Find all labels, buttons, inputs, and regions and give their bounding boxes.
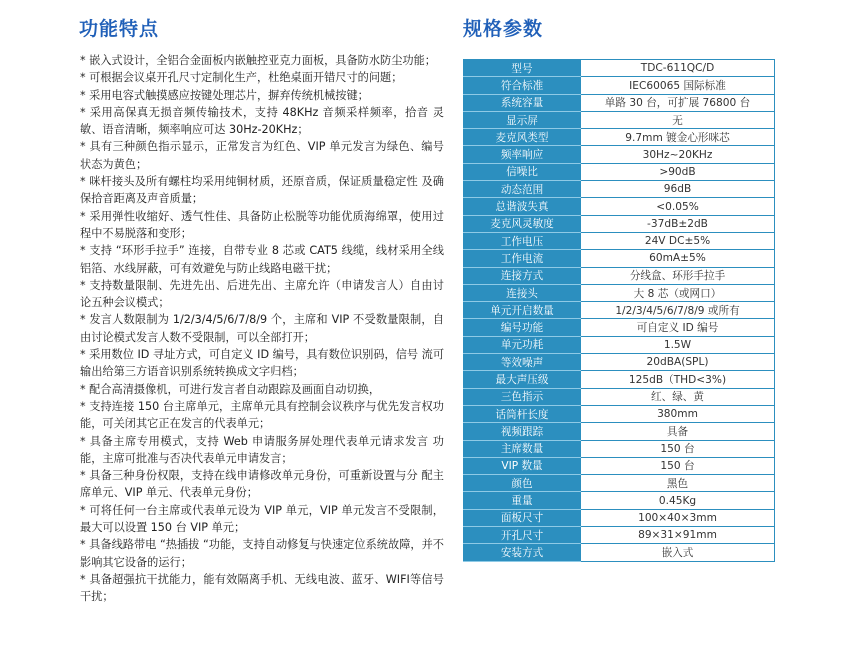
spec-label: 编号功能 bbox=[464, 319, 581, 336]
spec-value: >90dB bbox=[581, 163, 775, 180]
spec-value: 1.5W bbox=[581, 336, 775, 353]
spec-value: IEC60065 国际标准 bbox=[581, 77, 775, 94]
table-row bbox=[464, 284, 775, 301]
feature-item: * 嵌入式设计，全铝合金面板内嵌触控亚克力面板，具备防水防尘功能； bbox=[80, 54, 436, 67]
spec-value: 100×40×3mm bbox=[581, 509, 775, 526]
spec-label: 面板尺寸 bbox=[464, 509, 581, 526]
spec-label: 工作电压 bbox=[464, 232, 581, 249]
spec-label: 视频跟踪 bbox=[464, 423, 581, 440]
feature-item: * 可根据会议桌开孔尺寸定制化生产，杜绝桌面开错尺寸的问题； bbox=[80, 71, 403, 85]
table-row bbox=[464, 215, 775, 232]
table-row bbox=[464, 181, 775, 198]
spec-value: 9.7mm 镀金心形咪芯 bbox=[581, 129, 775, 146]
spec-label: 显示屏 bbox=[464, 111, 581, 128]
spec-label: 三色指示 bbox=[464, 388, 581, 405]
table-row bbox=[464, 163, 775, 180]
spec-label: 连接方式 bbox=[464, 267, 581, 284]
table-row bbox=[464, 544, 775, 561]
spec-value: 1/2/3/4/5/6/7/8/9 或所有 bbox=[581, 302, 775, 319]
spec-value: 可自定义 ID 编号 bbox=[581, 319, 775, 336]
table-row bbox=[464, 94, 775, 111]
feature-item: * 支持 “环形手拉手” 连接，自带专业 8 芯或 CAT5 线缆，线材采用全线铝箔、水线屏蔽，可有效避免与防止线路电磁干扰； bbox=[80, 244, 444, 275]
spec-value: 0.45Kg bbox=[581, 492, 775, 509]
table-row bbox=[464, 77, 775, 94]
spec-value: 30Hz~20KHz bbox=[581, 146, 775, 163]
table-row bbox=[464, 129, 775, 146]
table-row bbox=[464, 319, 775, 336]
spec-label: VIP 数量 bbox=[464, 457, 581, 474]
table-row bbox=[464, 250, 775, 267]
spec-value: <0.05% bbox=[581, 198, 775, 215]
spec-value: TDC-611QC/D bbox=[581, 60, 775, 77]
features-list bbox=[80, 52, 444, 606]
table-row bbox=[464, 371, 775, 388]
feature-item: * 具备超强抗干扰能力，能有效隔离手机、无线电波、蓝牙、WIFI等信号干扰； bbox=[80, 572, 444, 604]
feature-item: * 采用电容式触摸感应按键处理芯片，摒弃传统机械按键； bbox=[80, 88, 369, 102]
table-row bbox=[464, 111, 775, 128]
table-row bbox=[464, 60, 775, 77]
spec-label: 重量 bbox=[464, 492, 581, 509]
spec-label: 信噪比 bbox=[464, 163, 581, 180]
spec-label: 等效噪声 bbox=[464, 354, 581, 371]
table-row bbox=[464, 475, 775, 492]
spec-label: 话筒杆长度 bbox=[464, 405, 581, 422]
table-row bbox=[464, 457, 775, 474]
spec-label: 型号 bbox=[464, 60, 581, 77]
table-row bbox=[464, 388, 775, 405]
spec-label: 单元开启数量 bbox=[464, 302, 581, 319]
feature-item: * 采用弹性收缩好、透气性佳、具备防止松脱等功能优质海绵罩，使用过程中不易脱落和变形； bbox=[80, 209, 444, 240]
feature-item: * 具备三种身份权限，支持在线申请修改单元身份，可重新设置与分 配主席单元、VIP 单元、代表单元身份； bbox=[80, 469, 444, 500]
feature-item: * 具备线路带电 “热插拔 “功能，支持自动修复与快速定位系统故障，并不影响其它设备的运行； bbox=[80, 538, 444, 569]
spec-value: 嵌入式 bbox=[581, 544, 775, 561]
table-row bbox=[464, 440, 775, 457]
feature-item: * 采用数位 ID 寻址方式，可自定义 ID 编号，具有数位识别码，信号 流可输出给第三方语音识别系统转换成文字归档； bbox=[80, 348, 445, 379]
spec-value: 黑色 bbox=[581, 475, 775, 492]
spec-label: 系统容量 bbox=[464, 94, 581, 111]
table-row bbox=[464, 336, 775, 353]
spec-value: 无 bbox=[581, 111, 775, 128]
table-row bbox=[464, 146, 775, 163]
table-row bbox=[464, 527, 775, 544]
table-row bbox=[464, 492, 775, 509]
spec-value: 分线盒、环形手拉手 bbox=[581, 267, 775, 284]
spec-value: 大 8 芯（或网口） bbox=[581, 284, 775, 301]
table-row bbox=[464, 423, 775, 440]
spec-value: 红、绿、黄 bbox=[581, 388, 775, 405]
spec-label: 最大声压级 bbox=[464, 371, 581, 388]
table-row bbox=[464, 232, 775, 249]
spec-label: 连接头 bbox=[464, 284, 581, 301]
feature-item: * 配合高清摄像机，可进行发言者自动跟踪及画面自动切换， bbox=[80, 382, 381, 396]
spec-label: 麦克风类型 bbox=[464, 129, 581, 146]
spec-value: 单路 30 台，可扩展 76800 台 bbox=[581, 94, 775, 111]
table-row bbox=[464, 354, 775, 371]
spec-value: 89×31×91mm bbox=[581, 527, 775, 544]
spec-label: 总谐波失真 bbox=[464, 198, 581, 215]
feature-item: * 咪杆接头及所有螺柱均采用纯铜材质，还原音质，保证质量稳定性 及确保拾音距离及声音质量； bbox=[80, 175, 444, 206]
spec-label: 开孔尺寸 bbox=[464, 527, 581, 544]
spec-value: -37dB±2dB bbox=[581, 215, 775, 232]
spec-label: 主席数量 bbox=[464, 440, 581, 457]
spec-value: 150 台 bbox=[581, 440, 775, 457]
table-row bbox=[464, 509, 775, 526]
spec-label: 麦克风灵敏度 bbox=[464, 215, 581, 232]
spec-label: 符合标准 bbox=[464, 77, 581, 94]
spec-value: 96dB bbox=[581, 181, 775, 198]
specs-table bbox=[463, 59, 775, 562]
spec-label: 安装方式 bbox=[464, 544, 581, 561]
table-row bbox=[464, 405, 775, 422]
spec-value: 60mA±5% bbox=[581, 250, 775, 267]
spec-label: 单元功耗 bbox=[464, 336, 581, 353]
feature-item: * 发言人数限制为 1/2/3/4/5/6/7/8/9 个，主席和 VIP 不受数量限制，自由讨论模式发言人数不受限制，可以全部打开； bbox=[80, 313, 444, 344]
spec-label: 工作电流 bbox=[464, 250, 581, 267]
spec-label: 动态范围 bbox=[464, 181, 581, 198]
features-title: 功能特点 bbox=[79, 18, 160, 40]
table-row bbox=[464, 198, 775, 215]
feature-item: * 可将任何一台主席或代表单元设为 VIP 单元，VIP 单元发言不受限制，最大可以设置 150 台 VIP 单元； bbox=[80, 503, 444, 535]
feature-item: * 支持数量限制、先进先出、后进先出、主席允许（申请发言人）自由讨论五种会议模式； bbox=[80, 278, 444, 310]
spec-value: 24V DC±5% bbox=[581, 232, 775, 249]
feature-item: * 采用高保真无损音频传输技术，支持 48KHz 音频采样频率，拾音 灵敏、语音清晰，频率响应可达 30Hz-20KHz； bbox=[80, 105, 444, 137]
feature-item: * 具有三种颜色指示显示，正常发言为红色、VIP 单元发言为绿色、编号状态为黄色； bbox=[80, 140, 444, 171]
spec-value: 20dBA(SPL) bbox=[581, 354, 775, 371]
spec-value: 125dB（THD<3%) bbox=[581, 371, 775, 388]
table-row bbox=[464, 302, 775, 319]
feature-item: * 支持连接 150 台主席单元，主席单元具有控制会议秩序与优先发言权功能，可关闭其它正在发言的代表单元； bbox=[80, 399, 444, 431]
spec-label: 颜色 bbox=[464, 475, 581, 492]
specs-title: 规格参数 bbox=[463, 18, 544, 40]
spec-value: 150 台 bbox=[581, 457, 775, 474]
table-row bbox=[464, 267, 775, 284]
spec-label: 频率响应 bbox=[464, 146, 581, 163]
spec-value: 380mm bbox=[581, 405, 775, 422]
feature-item: * 具备主席专用模式，支持 Web 申请服务屏处理代表单元请求发言 功能，主席可批准与否决代表单元申请发言； bbox=[80, 434, 444, 465]
spec-value: 具备 bbox=[581, 423, 775, 440]
